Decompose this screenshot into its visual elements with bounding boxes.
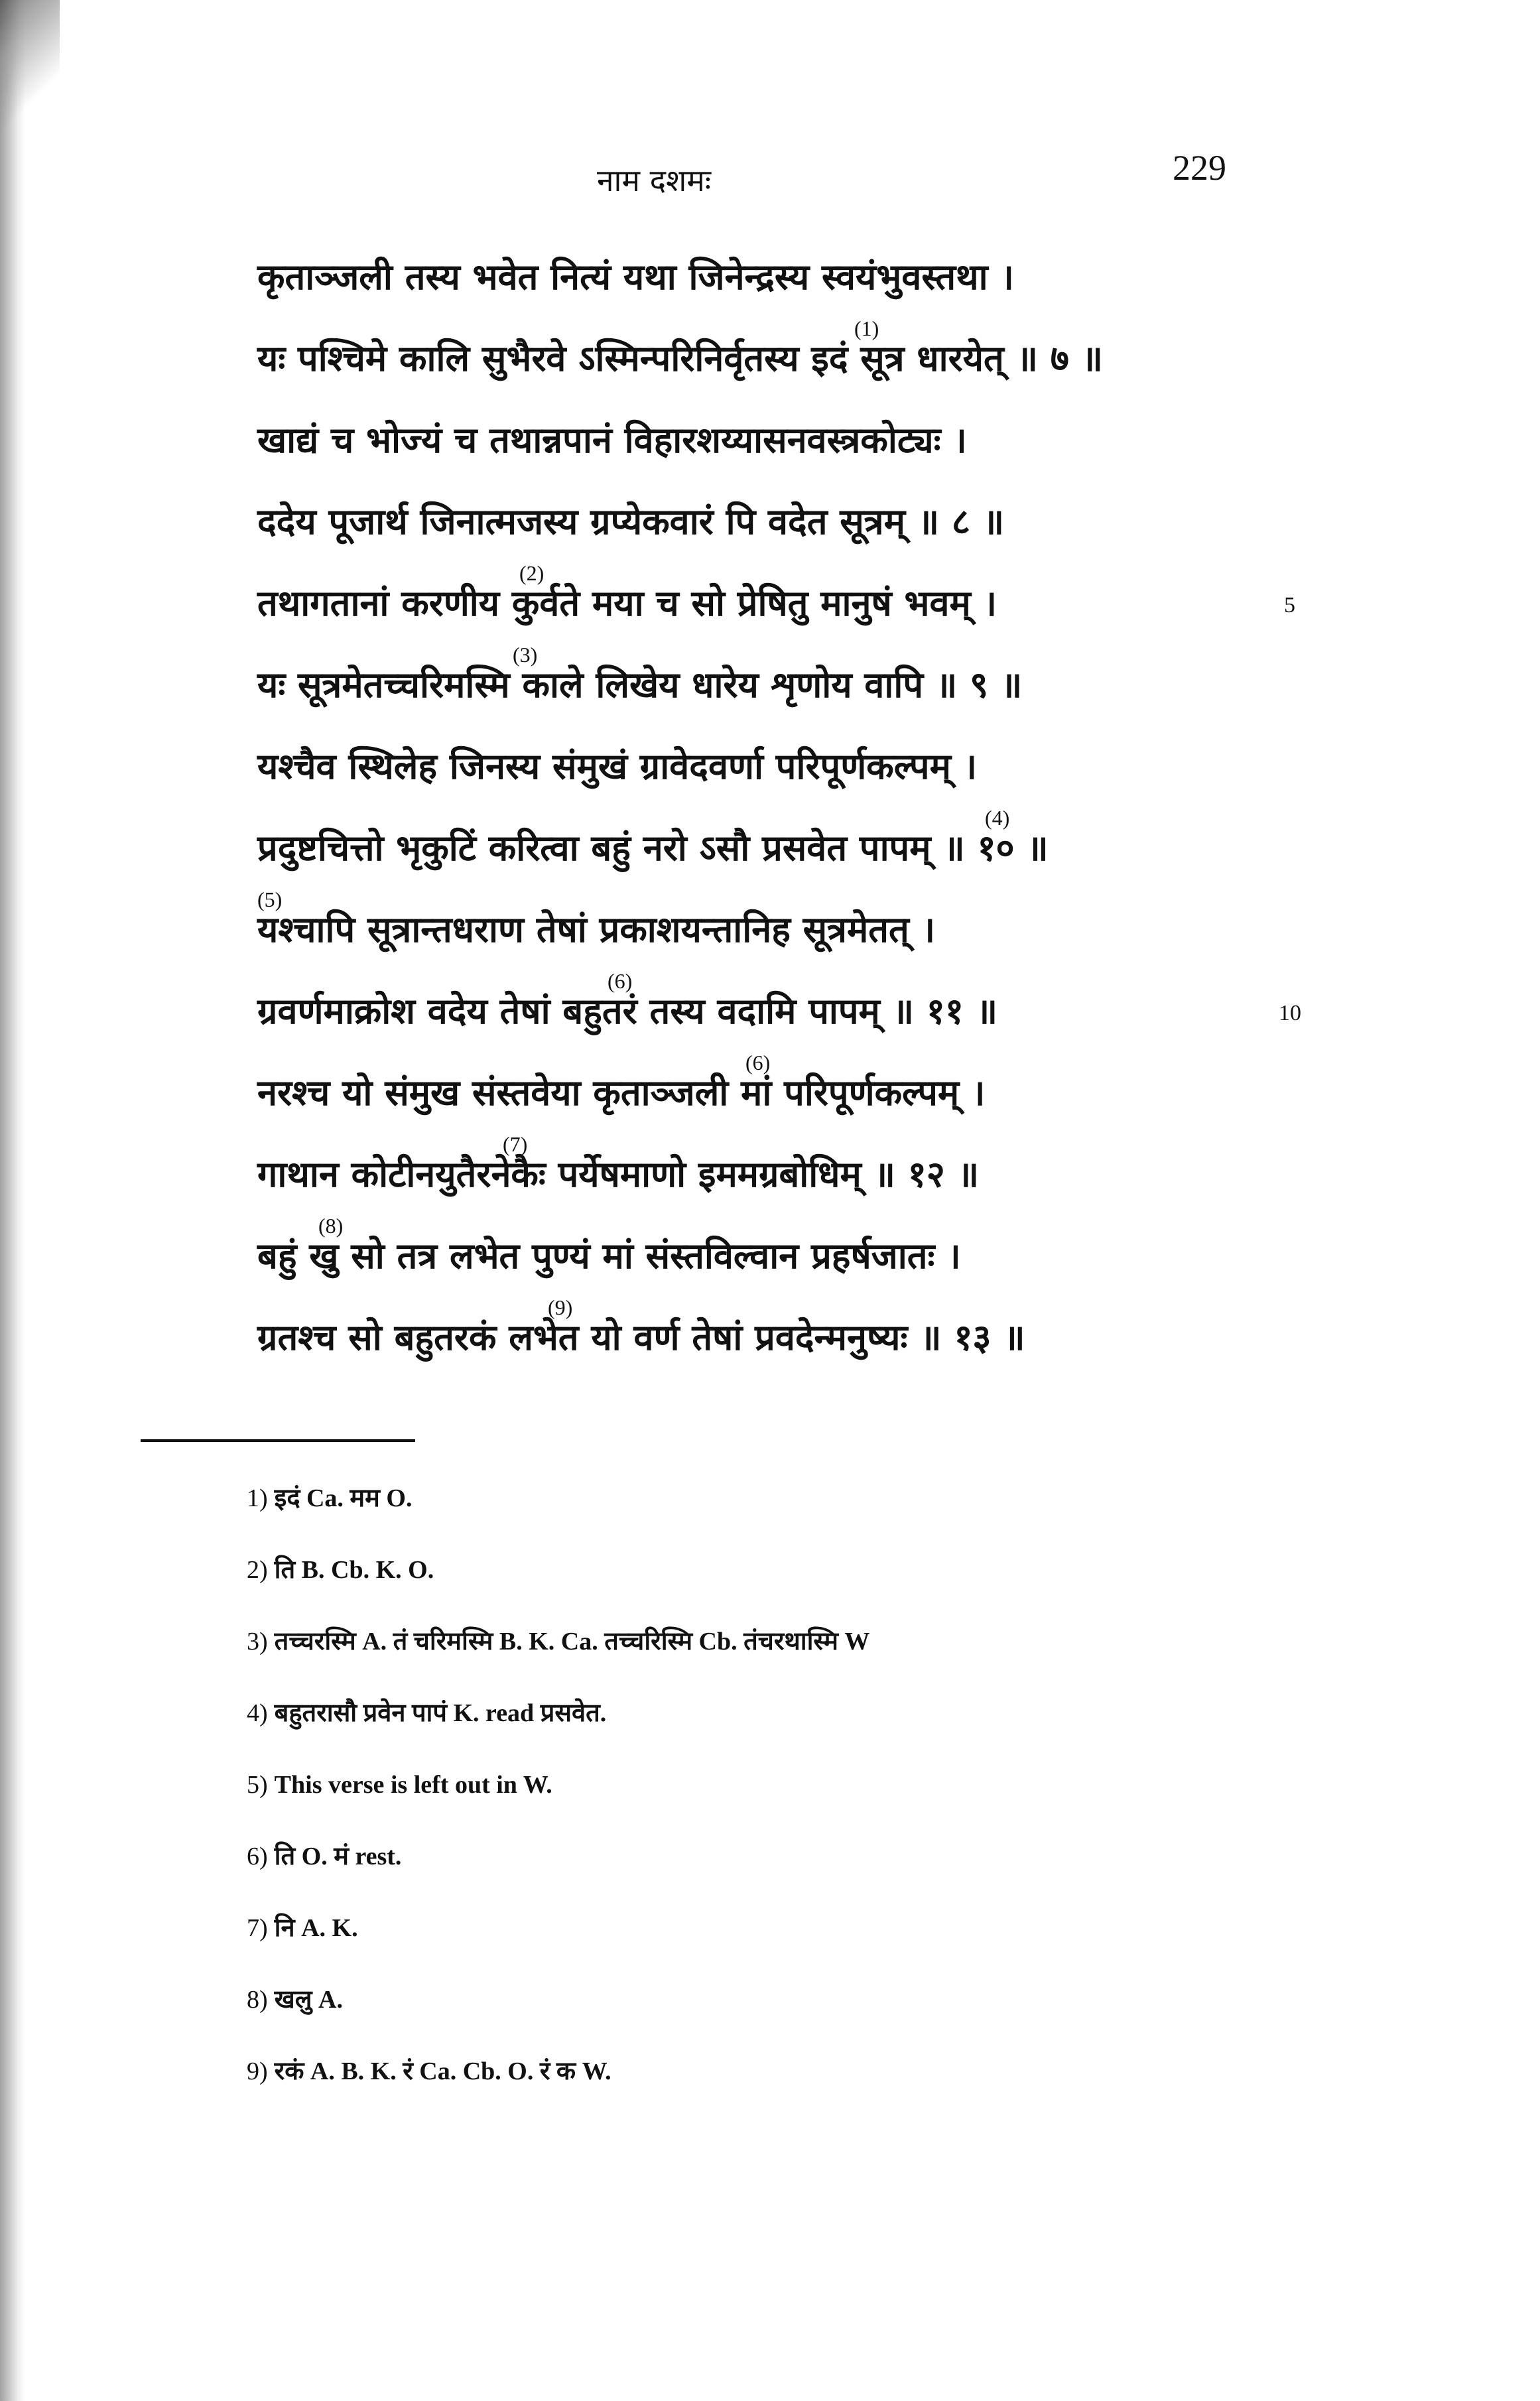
verse-line — [257, 969, 1301, 1074]
footnotes — [247, 1486, 1374, 2130]
footnote-reference: (4) — [985, 806, 1010, 830]
verse-line — [257, 806, 1292, 911]
footnote-number: 3) — [247, 1628, 268, 1655]
line-number: 10 — [1279, 1001, 1301, 1025]
verse-text: यश्चापि सूत्रान्तधराण तेषां प्रकाशयन्तानिह सूत्रमेतत् । — [257, 908, 936, 950]
footnote — [247, 1701, 1374, 1772]
footnote — [247, 1486, 1374, 1557]
footnote — [247, 1629, 1374, 1701]
footnote-reference: (7) — [503, 1132, 528, 1156]
verse-text: ददेय पूजार्थ जिनात्मजस्य ग्रप्येकवारं पि वदेत सूत्रम् ॥ ८ ॥ — [257, 500, 1005, 543]
running-header: नाम दशमः — [597, 162, 712, 198]
verse-text: ग्रतश्च सो बहुतरकं लभेत यो वर्ण तेषां प्रवदेन्मनुष्यः ॥ १३ ॥ — [257, 1316, 1025, 1358]
footnote-separator — [141, 1439, 415, 1442]
verse-text: खाद्यं च भोज्यं च तथान्नपानं विहारशय्यासनवस्त्रकोट्यः । — [257, 419, 967, 461]
verse-line — [257, 643, 1292, 748]
footnote-reference: (2) — [519, 561, 545, 585]
verse-line — [257, 316, 1292, 422]
footnote-reference: (1) — [854, 316, 879, 340]
footnote-number: 7) — [247, 1914, 268, 1942]
verse-text: कृताञ्जली तस्य भवेत नित्यं यथा जिनेन्द्रस्य स्वयंभुवस्तथा । — [257, 255, 1014, 298]
footnote-text: ति O. मं rest. — [274, 1843, 402, 1870]
footnote — [247, 1557, 1374, 1629]
footnote-text: बहुतरासौ प्रवेन पापं K. read प्रसवेत. — [274, 1699, 607, 1727]
verse-line — [257, 745, 1292, 830]
verse-line — [257, 500, 1292, 585]
footnote-number: 5) — [247, 1771, 268, 1799]
footnote-reference: (6) — [745, 1051, 771, 1074]
footnote-text: This verse is left out in W. — [274, 1771, 552, 1799]
footnote — [247, 1772, 1374, 1844]
verse-line — [257, 419, 1292, 503]
footnote — [247, 1844, 1374, 1915]
footnote-text: खलु A. — [274, 1986, 343, 2014]
verse-text: तथागतानां करणीय कुर्वते मया च सो प्रेषितु मानुषं भवम् । — [257, 582, 997, 624]
line-number: 5 — [1284, 593, 1295, 617]
footnote-number: 8) — [247, 1986, 268, 2014]
verse-line — [257, 255, 1292, 340]
footnote-text: नि A. K. — [274, 1914, 358, 1942]
verse-text: प्रदुष्टचित्तो भृकुटिं करित्वा बहुं नरो ऽसौ प्रसवेत पापम् ॥ १० ॥ — [257, 826, 1049, 869]
page-number: 229 — [1173, 148, 1226, 188]
verse-line — [257, 1214, 1292, 1319]
footnote — [247, 1987, 1374, 2059]
verse-line — [257, 887, 1292, 993]
scan-corner-shadow — [0, 0, 60, 133]
verse-line — [257, 1295, 1292, 1401]
footnote-number: 6) — [247, 1843, 268, 1870]
footnote-reference: (3) — [513, 643, 538, 667]
footnote-reference: (8) — [318, 1214, 344, 1238]
verse-line — [257, 1051, 1292, 1156]
verse-text: यः पश्चिमे कालि सुभैरवे ऽस्मिन्परिनिर्वृतस्य इदं सूत्र धारयेत् ॥ ७ ॥ — [257, 337, 1103, 379]
verse-text: बहुं खु सो तत्र लभेत पुण्यं मां संस्तविल्वान प्रहर्षजातः । — [257, 1234, 961, 1277]
footnote — [247, 2059, 1374, 2130]
verse-text: ग्रवर्णमाक्रोश वदेय तेषां बहुतरं तस्य वदामि पापम् ॥ ११ ॥ — [257, 990, 998, 1032]
footnote-text: ति B. Cb. K. O. — [274, 1556, 434, 1584]
verse-text: यश्चैव स्थिलेह जिनस्य संमुखं ग्रावेदवर्णा परिपूर्णकल्पम् । — [257, 745, 978, 787]
verse-text: गाथान कोटीनयुतैरनेकैः पर्येषमाणो इममग्रबोधिम् ॥ १२ ॥ — [257, 1153, 980, 1195]
verse-line — [257, 561, 1295, 667]
verse-text: नरश्च यो संमुख संस्तवेया कृताञ्जली मां परिपूर्णकल्पम् । — [257, 1071, 986, 1114]
verse-block — [257, 255, 1301, 1401]
footnote-number: 2) — [247, 1556, 268, 1584]
footnote-number: 9) — [247, 2057, 268, 2085]
verse-line — [257, 1132, 1292, 1238]
scan-edge-shadow — [0, 0, 25, 2401]
footnote-text: इदं Ca. मम O. — [274, 1484, 413, 1512]
footnote-reference: (5) — [257, 887, 283, 911]
footnote-reference: (6) — [608, 969, 633, 993]
footnote-text: तच्चरस्मि A. तं चरिमस्मि B. K. Ca. तच्चरिस्मि Cb. तंचरथास्मि W — [274, 1628, 870, 1655]
footnote-number: 1) — [247, 1484, 268, 1512]
footnote — [247, 1915, 1374, 1987]
footnote-number: 4) — [247, 1699, 268, 1727]
verse-text: यः सूत्रमेतच्चरिमस्मि काले लिखेय धारेय शृणोय वापि ॥ ९ ॥ — [257, 663, 1023, 706]
footnote-reference: (9) — [548, 1295, 573, 1319]
footnote-text: रकं A. B. K. रं Ca. Cb. O. रं क W. — [274, 2057, 611, 2085]
